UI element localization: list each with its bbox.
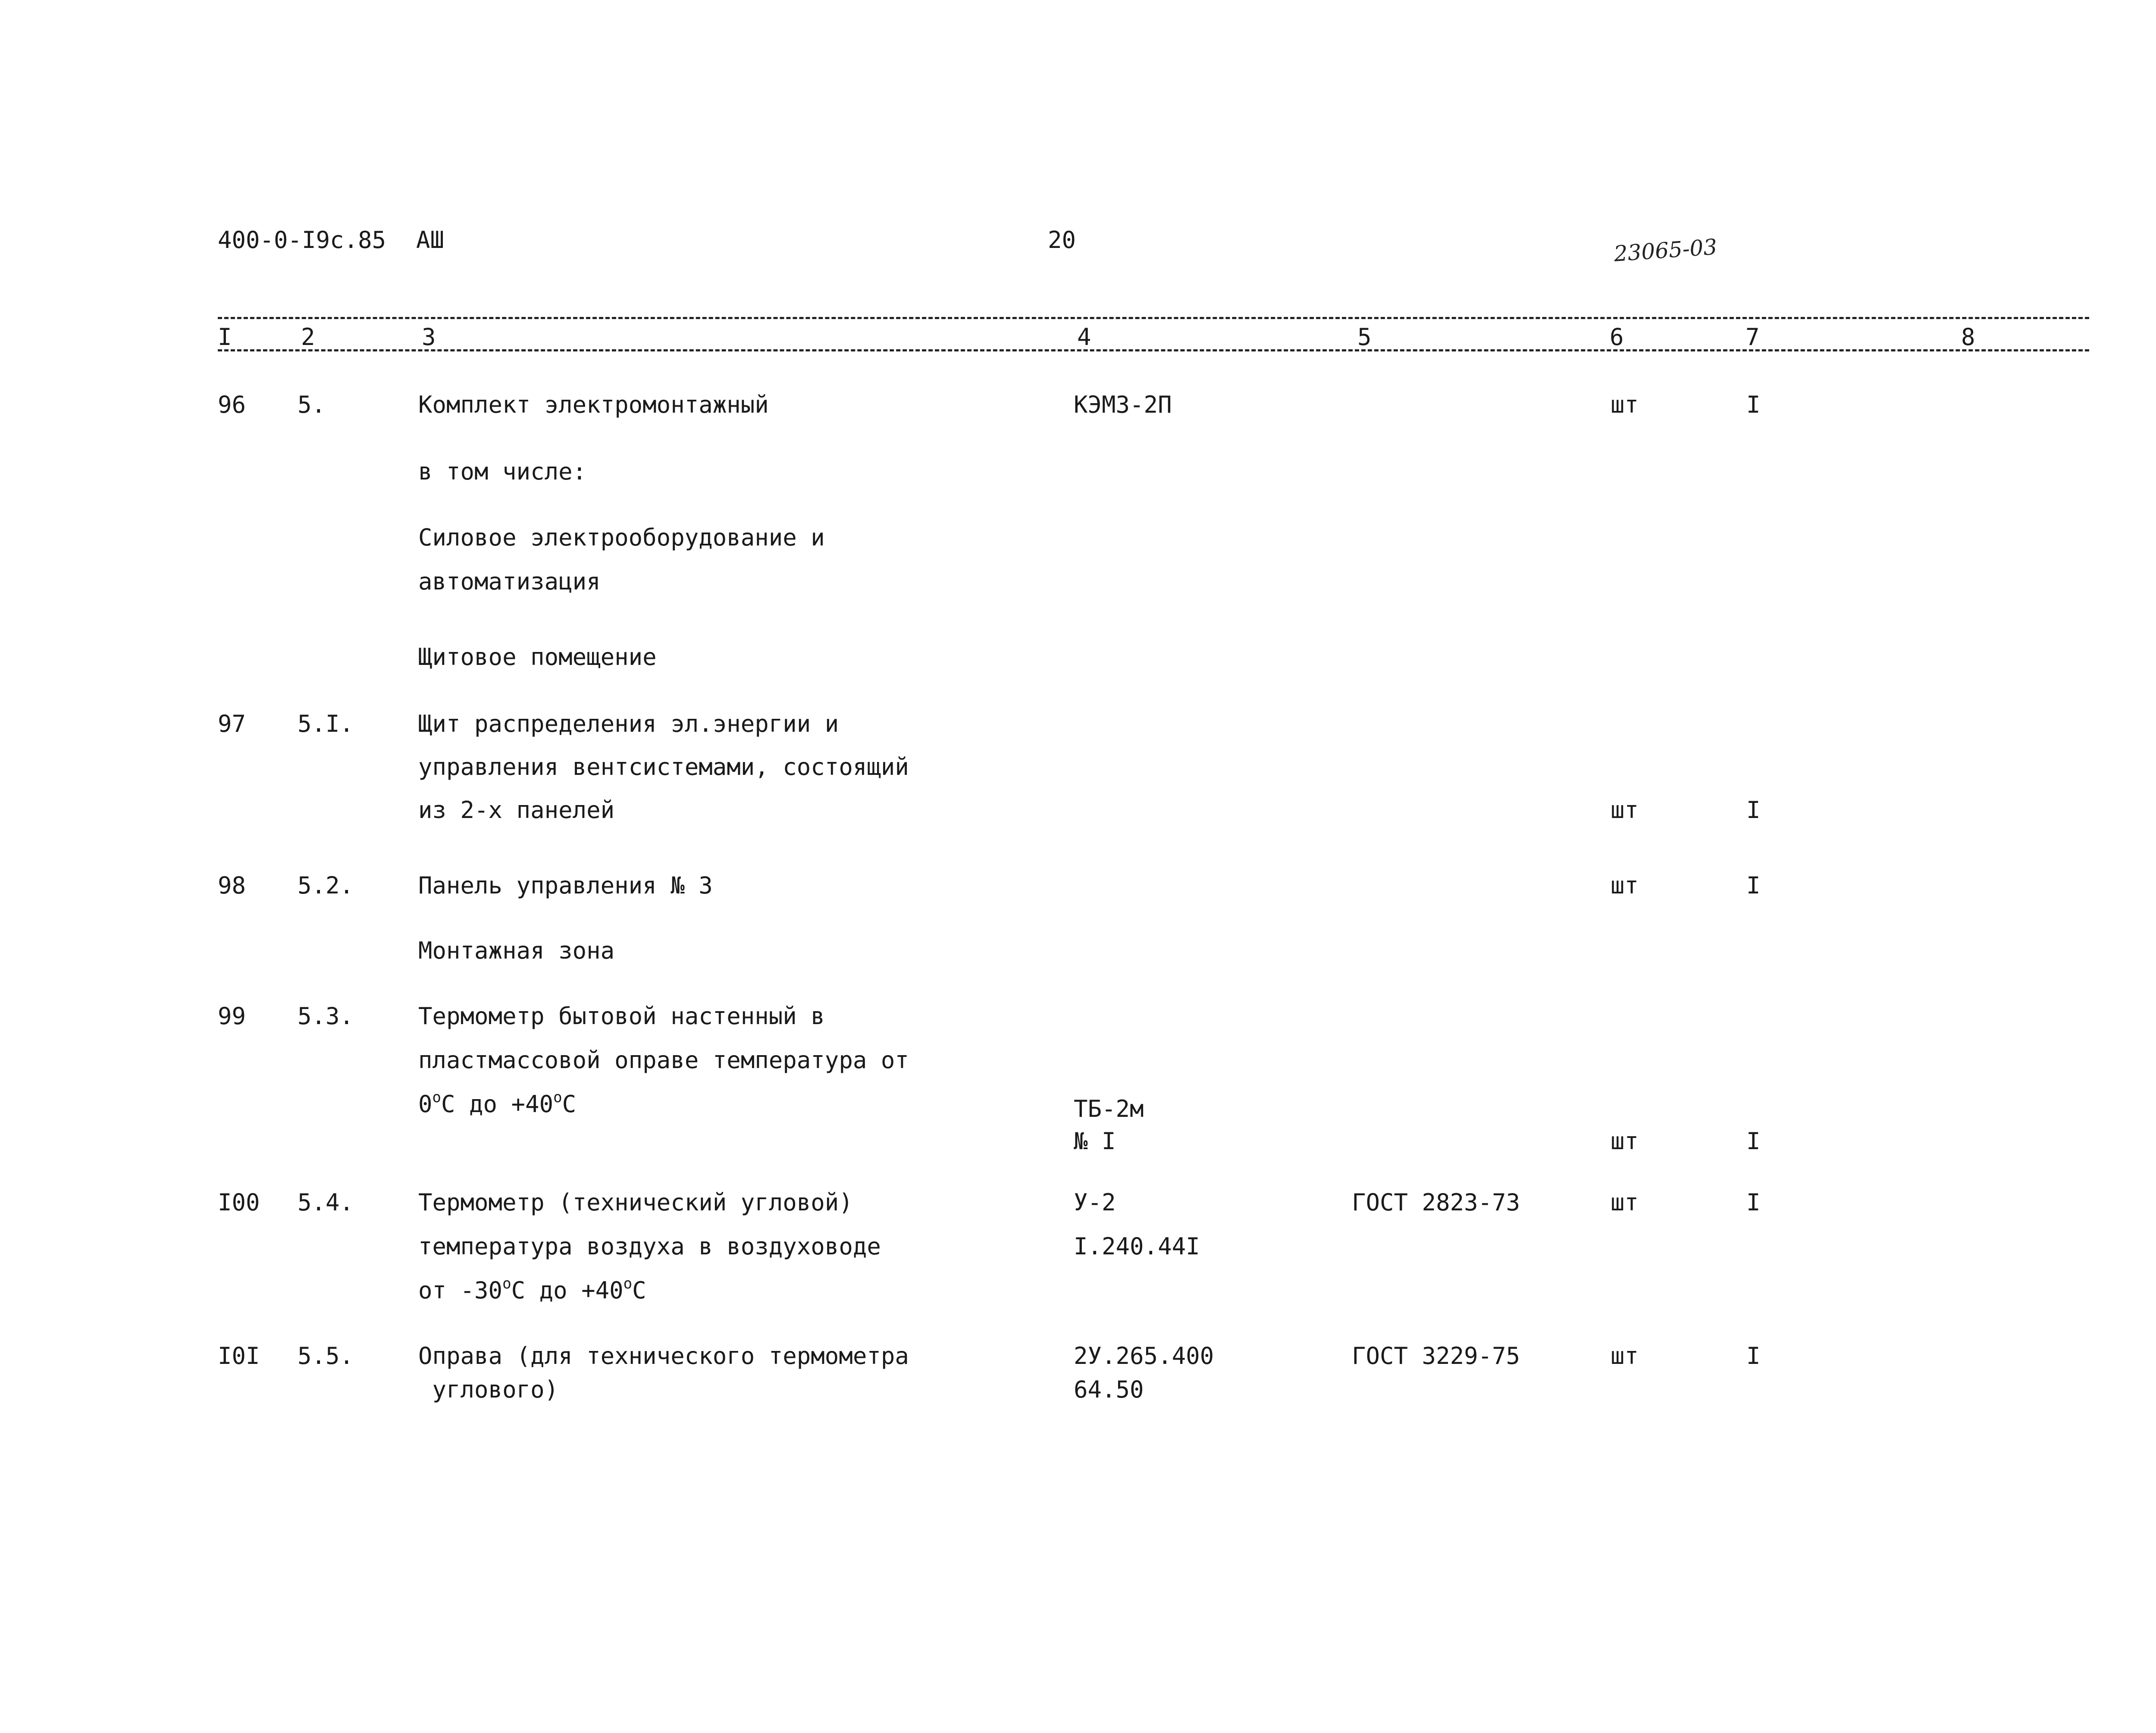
row-number: 98	[218, 872, 246, 899]
item-quantity: I	[1746, 1128, 1761, 1155]
item-name: Комплект электромонтажный	[418, 391, 769, 418]
column-number: 6	[1606, 326, 1627, 349]
item-type: № I	[1074, 1128, 1116, 1155]
item-quantity: I	[1746, 1189, 1761, 1216]
item-name: Термометр бытовой настенный в	[418, 1003, 825, 1030]
item-unit: шт	[1611, 1189, 1639, 1216]
item-quantity: I	[1746, 391, 1761, 418]
album-label: АШ	[416, 226, 445, 254]
item-name: Термометр (технический угловой)	[418, 1189, 853, 1216]
position-number: 5.5.	[298, 1342, 354, 1369]
item-name: Панель управления № 3	[418, 872, 713, 899]
column-number: 4	[1074, 326, 1095, 349]
row-number: I0I	[218, 1342, 260, 1369]
item-unit: шт	[1611, 1128, 1639, 1155]
row-number: 96	[218, 391, 246, 418]
document-code: 400-0-I9c.85	[218, 226, 386, 254]
text-part: С	[632, 1277, 646, 1304]
item-name: Щит распределения эл.энергии и	[418, 710, 839, 737]
header-dashed-line-bottom	[218, 349, 2089, 351]
column-number: 5	[1354, 326, 1375, 349]
column-number: I	[218, 326, 235, 349]
item-type: 64.50	[1074, 1376, 1144, 1403]
position-number: 5.3.	[298, 1003, 354, 1030]
section-title: Щитовое помещение	[418, 643, 657, 671]
text-part: 0	[418, 1091, 432, 1118]
item-name: пластмассовой оправе температура от	[418, 1047, 909, 1074]
row-number: I00	[218, 1189, 260, 1216]
item-name	[418, 1275, 646, 1304]
item-standard: ГОСТ 2823-73	[1352, 1189, 1520, 1216]
degree-superscript: о	[502, 1275, 511, 1292]
item-unit: шт	[1611, 391, 1639, 418]
position-number: 5.I.	[298, 710, 354, 737]
row-number: 99	[218, 1003, 246, 1030]
item-name: управления вентсистемами, состоящий	[418, 753, 909, 780]
text-part: С	[562, 1091, 577, 1118]
item-type: 2У.265.400	[1074, 1342, 1214, 1369]
column-number: 2	[298, 326, 319, 349]
item-unit: шт	[1611, 1342, 1639, 1369]
item-name	[418, 1089, 577, 1118]
item-name: углового)	[418, 1376, 559, 1403]
item-type: I.240.44I	[1074, 1233, 1200, 1260]
item-unit: шт	[1611, 796, 1639, 824]
column-number: 3	[418, 326, 439, 349]
item-name: температура воздуха в воздуховоде	[418, 1233, 881, 1260]
item-quantity: I	[1746, 796, 1761, 824]
item-quantity: I	[1746, 1342, 1761, 1369]
row-number: 97	[218, 710, 246, 737]
item-unit: шт	[1611, 872, 1639, 899]
text-part: от -30	[418, 1277, 503, 1304]
text-part: С до +40	[441, 1091, 554, 1118]
item-type: КЭМЗ-2П	[1074, 391, 1172, 418]
degree-superscript: о	[432, 1089, 441, 1106]
degree-superscript: о	[623, 1275, 633, 1292]
handwritten-code: 23065-03	[1613, 234, 1718, 266]
item-name: из 2-х панелей	[418, 796, 615, 824]
section-title: автоматизация	[418, 568, 601, 595]
item-name: Оправа (для технического термометра	[418, 1342, 909, 1369]
item-type: У-2	[1074, 1189, 1116, 1216]
page-number: 20	[1048, 226, 1076, 254]
degree-superscript: о	[553, 1089, 562, 1106]
position-number: 5.4.	[298, 1189, 354, 1216]
item-type: ТБ-2м	[1074, 1095, 1144, 1122]
item-quantity: I	[1746, 872, 1761, 899]
section-title: Силовое электрооборудование и	[418, 524, 825, 551]
section-text: в том числе:	[418, 458, 587, 485]
header-dashed-line-top	[218, 317, 2089, 319]
item-standard: ГОСТ 3229-75	[1352, 1342, 1520, 1369]
position-number: 5.	[298, 391, 326, 418]
section-title: Монтажная зона	[418, 937, 615, 964]
column-number: 8	[1958, 326, 1979, 349]
position-number: 5.2.	[298, 872, 354, 899]
text-part: С до +40	[511, 1277, 624, 1304]
column-number: 7	[1742, 326, 1763, 349]
